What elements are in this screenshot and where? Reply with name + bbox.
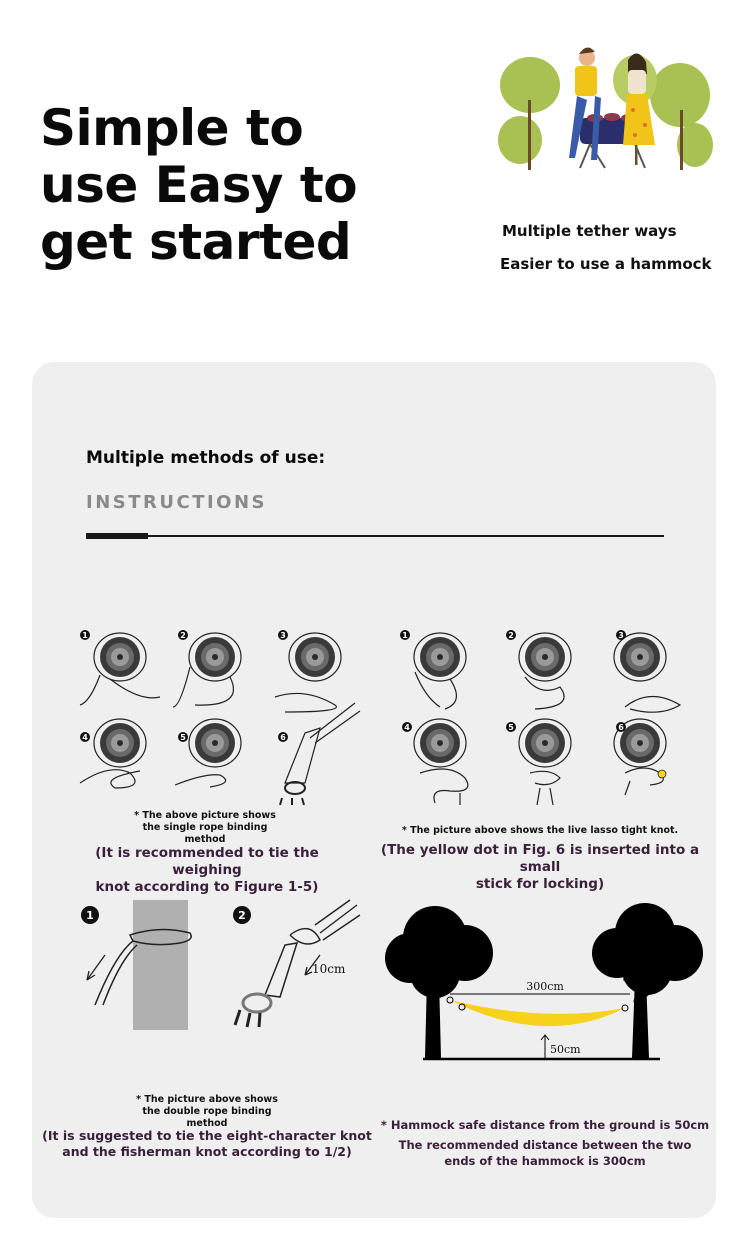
single-step-5: 5 (180, 733, 186, 742)
hammock-span-label: 300cm (526, 980, 564, 993)
instructions-title: Multiple methods of use: (86, 448, 326, 468)
single-rope-steps-figure (75, 625, 365, 805)
lasso-step-5: 5 (508, 723, 514, 732)
single-step-4: 4 (82, 733, 88, 742)
lasso-knot-recommendation-line-1: (The yellow dot in Fig. 6 is inserted into a small (380, 842, 700, 875)
lasso-step-6: 6 (618, 723, 624, 732)
locking-stick-dot (658, 770, 666, 778)
double-step-2: 2 (238, 909, 246, 922)
single-rope-note-line-3: method (184, 834, 226, 845)
lasso-knot-recommendation (370, 842, 710, 893)
hammock-note-line-2: The recommended distance between the two (398, 1138, 692, 1152)
tree-post (133, 900, 188, 1030)
lasso-step-1: 1 (402, 631, 408, 640)
left-tree (385, 906, 493, 1058)
single-rope-note-line-2: the single rope binding (142, 822, 268, 833)
hammock-height-label: 50cm (550, 1043, 581, 1056)
double-rope-recommendation-line-1: (It is suggested to tie the eight-character knot (42, 1128, 372, 1143)
single-step-1: 1 (82, 631, 88, 640)
right-tree (592, 903, 703, 1058)
single-rope-recommendation-line-2: knot according to Figure 1-5) (95, 879, 319, 895)
double-rope-recommendation (42, 1128, 372, 1160)
hammock-distance-figure (385, 898, 705, 1068)
hammock-note-line-1: * Hammock safe distance from the ground is 50cm (380, 1118, 710, 1132)
single-step-2: 2 (180, 631, 186, 640)
lasso-knot-steps-figure (395, 625, 685, 805)
lasso-step-4: 4 (404, 723, 410, 732)
camping-couple-illustration (495, 40, 715, 175)
single-step-3: 3 (280, 631, 286, 640)
hammock-note-line-3: ends of the hammock is 300cm (444, 1154, 646, 1168)
instructions-subtitle: INSTRUCTIONS (86, 492, 267, 513)
double-rope-figure (75, 895, 370, 1045)
double-rope-recommendation-line-2: and the fisherman knot according to 1/2) (62, 1144, 352, 1159)
headline-line-1: Simple to (40, 99, 304, 157)
tagline-easier-hammock: Easier to use a hammock (500, 255, 712, 273)
headline-line-2: use Easy to (40, 156, 358, 214)
double-rope-note-line-3: method (186, 1118, 228, 1129)
double-rope-note-line-1: * The picture above shows (136, 1094, 278, 1105)
single-rope-recommendation-line-1: (It is recommended to tie the weighing (95, 845, 319, 878)
lasso-step-3: 3 (618, 631, 624, 640)
lasso-knot-note: * The picture above shows the live lasso tight knot. (401, 825, 679, 836)
hammock-body (450, 1000, 625, 1026)
single-rope-note (130, 810, 280, 846)
double-rope-note (132, 1094, 282, 1130)
page-headline (40, 100, 370, 271)
headline-line-3: get started (40, 213, 352, 271)
double-rope-measure: 10cm (312, 962, 346, 976)
section-divider (86, 535, 664, 537)
double-step-1: 1 (86, 909, 94, 922)
single-rope-note-line-1: * The above picture shows (134, 810, 276, 821)
lasso-step-2: 2 (508, 631, 514, 640)
single-step-6: 6 (280, 733, 286, 742)
section-divider-accent (86, 533, 148, 539)
lasso-knot-recommendation-line-2: stick for locking) (475, 876, 605, 892)
hammock-distance-note (380, 1117, 710, 1169)
single-rope-recommendation (62, 845, 352, 896)
tagline-tether-ways: Multiple tether ways (502, 222, 677, 240)
double-rope-note-line-2: the double rope binding (142, 1106, 272, 1117)
